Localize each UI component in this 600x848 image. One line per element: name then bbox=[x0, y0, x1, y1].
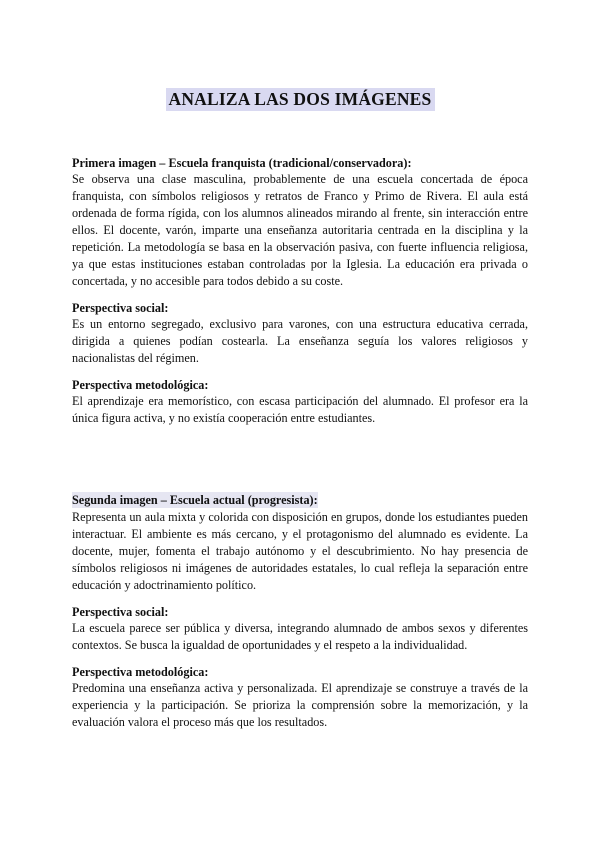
section-second-image bbox=[72, 491, 528, 741]
methodological-perspective-heading: Perspectiva metodológica: bbox=[72, 378, 209, 392]
section-first-image bbox=[72, 155, 528, 437]
section-heading: Primera imagen – Escuela franquista (tradicional/conservadora): bbox=[72, 156, 412, 170]
social-perspective-heading: Perspectiva social: bbox=[72, 301, 169, 315]
title-wrapper bbox=[0, 0, 600, 111]
section-description: Se observa una clase masculina, probablemente de una escuela concertada de época franquista, con símbolos religiosos y retratos de Franco y Primo de Rivera. El aula está ordenada de forma rígida, con los alumnos alineados mirando al frente, sin interacción entre ellos. El docente, varón, imparte una enseñanza autoritaria centrada en la disciplina y la repetición. La metodología se basa en la observación pasiva, con fuerte influencia religiosa, ya que estas instituciones estaban controladas por la Iglesia. La educación era privada o concertada, y no accesible para todos debido a su coste. bbox=[72, 172, 528, 288]
social-perspective-heading: Perspectiva social: bbox=[72, 605, 169, 619]
methodological-perspective-text: El aprendizaje era memorístico, con escasa participación del alumnado. El profesor era la única figura activa, y no existía cooperación entre estudiantes. bbox=[72, 394, 528, 425]
section-description: Representa un aula mixta y colorida con disposición en grupos, donde los estudiantes pueden interactuar. El ambiente es más cercano, y el protagonismo del alumnado es evidente. La docente, mujer, fomenta el trabajo autónomo y el descubrimiento. No hay presencia de símbolos religiosos ni imágenes de autoridades estatales, lo cual refleja la separación entre educación y adoctrinamiento político. bbox=[72, 510, 528, 592]
section-heading: Segunda imagen – Escuela actual (progresista): bbox=[72, 493, 318, 507]
social-perspective-text: Es un entorno segregado, exclusivo para varones, con una estructura educativa cerrada, dirigida a quienes podían costearla. La enseñanza seguía los valores religiosos y nacionalistas del régimen. bbox=[72, 317, 528, 365]
methodological-perspective-text: Predomina una enseñanza activa y personalizada. El aprendizaje se construye a través de la experiencia y la participación. Se prioriza la comprensión sobre la memorización, y la evaluación valora el proceso más que los resultados. bbox=[72, 681, 528, 729]
methodological-perspective-heading: Perspectiva metodológica: bbox=[72, 665, 209, 679]
page-title: ANALIZA LAS DOS IMÁGENES bbox=[166, 88, 435, 111]
social-perspective-text: La escuela parece ser pública y diversa, integrando alumnado de ambos sexos y diferentes contextos. Se busca la igualdad de oportunidades y el respeto a la individualidad. bbox=[72, 621, 528, 652]
